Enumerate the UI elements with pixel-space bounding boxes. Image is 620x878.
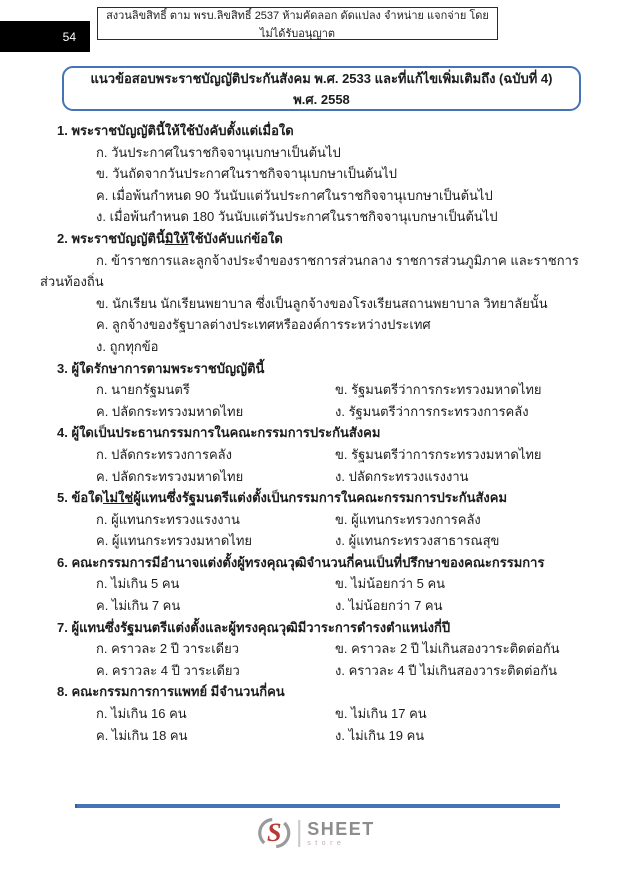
answer-choice: ก. ไม่เกิน 16 คน — [96, 706, 187, 722]
answer-choice: ข. รัฐมนตรีว่าการกระทรวงมหาดไทย — [335, 446, 542, 462]
answer-choice: ก. วันประกาศในราชกิจจานุเบกษาเป็นต้นไป — [96, 144, 341, 160]
answer-choice-row — [96, 660, 592, 682]
answer-choice: ง. ถูกทุกข้อ — [96, 338, 159, 354]
logo-divider — [298, 820, 300, 847]
question-text-underlined: ไม่ใช่ — [102, 490, 134, 506]
answer-choice: ง. ไม่น้อยกว่า 7 คน — [335, 598, 443, 614]
question-number: 5. — [57, 490, 72, 506]
answer-choice: ง. ไม่เกิน 19 คน — [335, 727, 425, 743]
answer-choice: ค. เมื่อพ้นกำหนด 90 วันนับแต่วันประกาศในราชกิจจานุเบกษาเป็นต้นไป — [96, 187, 493, 203]
question-heading — [57, 228, 592, 250]
answer-choice: ค. ลูกจ้างของรัฐบาลต่างประเทศหรือองค์การระหว่างประเทศ — [96, 317, 431, 333]
answer-choice: ค. คราวละ 4 ปี วาระเดียว — [96, 662, 240, 678]
question-number: 8. — [57, 684, 72, 700]
question-list — [40, 120, 592, 746]
question-number: 7. — [57, 619, 72, 635]
question-text: ผู้แทนซึ่งรัฐมนตรีแต่งตั้งและผู้ทรงคุณวุฒิมีวาระการดำรงตำแหน่งกี่ปี — [71, 619, 451, 635]
copyright-text: สงวนลิขสิทธิ์ ตาม พรบ.ลิขสิทธิ์ 2537 ห้ามคัดลอก ดัดแปลง จำหน่าย แจกจ่าย โดยไม่ได้รับอนุญาต — [106, 9, 489, 40]
question-heading — [57, 120, 592, 142]
answer-choice: ก. ไม่เกิน 5 คน — [96, 576, 180, 592]
answer-choice-row — [96, 379, 592, 401]
svg-text:S: S — [267, 818, 282, 847]
answer-choice: ก. ผู้แทนกระทรวงแรงงาน — [96, 511, 240, 527]
page-number: 54 — [62, 29, 76, 44]
question-text: พระราชบัญญัตินี้ — [71, 230, 165, 246]
question-number: 3. — [57, 360, 72, 376]
answer-choice: ง. รัฐมนตรีว่าการกระทรวงการคลัง — [335, 403, 529, 419]
question-heading — [57, 358, 592, 380]
question-number: 2. — [57, 230, 72, 246]
answer-choice-row — [96, 401, 592, 423]
question-heading — [57, 617, 592, 639]
question-text: พระราชบัญญัตินี้ให้ใช้บังคับตั้งแต่เมื่อใด — [71, 123, 294, 138]
exam-title-box — [62, 66, 581, 111]
page-number-tab — [0, 21, 90, 52]
question-text: คณะกรรมการการแพทย์ มีจำนวนกี่คน — [71, 684, 285, 700]
answer-choice: ข. ไม่เกิน 17 คน — [335, 706, 427, 722]
question-text: ผู้ใดเป็นประธานกรรมการในคณะกรรมการประกันสังคม — [71, 425, 381, 441]
answer-choice: ค. ไม่เกิน 7 คน — [96, 598, 181, 614]
answer-choice: ง. ผู้แทนกระทรวงสาธารณสุข — [335, 533, 500, 549]
footer-divider-rule — [75, 804, 560, 808]
answer-choice: ข. ไม่น้อยกว่า 5 คน — [335, 576, 446, 592]
question-heading — [57, 681, 592, 703]
answer-choice: ง. เมื่อพ้นกำหนด 180 วันนับแต่วันประกาศในราชกิจจานุเบกษาเป็นต้นไป — [96, 209, 498, 225]
answer-choice: ก. ปลัดกระทรวงการคลัง — [96, 446, 232, 462]
answer-choice-row — [96, 509, 592, 531]
brand-s-icon — [257, 816, 291, 850]
brand-subtitle: store — [307, 839, 346, 847]
answer-choice-row — [96, 595, 592, 617]
question-heading — [57, 552, 592, 574]
answer-choice: ก. ข้าราชการและลูกจ้างประจำของราชการส่วนกลาง ราชการส่วนภูมิภาค และราชการส่วนท้องถิ่น — [40, 252, 579, 290]
answer-choice: ง. คราวละ 4 ปี ไม่เกินสองวาระติดต่อกัน — [335, 662, 557, 678]
answer-choice: ค. ผู้แทนกระทรวงมหาดไทย — [96, 533, 253, 549]
question-heading — [57, 487, 592, 509]
copyright-notice-box — [97, 7, 498, 40]
answer-choice: ข. นักเรียน นักเรียนพยาบาล ซึ่งเป็นลูกจ้างของโรงเรียนสถานพยาบาล วิทยาลัยนั้น — [96, 295, 548, 311]
answer-choice: ค. ปลัดกระทรวงมหาดไทย — [96, 468, 244, 484]
answer-choice: ข. รัฐมนตรีว่าการกระทรวงมหาดไทย — [335, 382, 542, 398]
answer-choice: ค. ปลัดกระทรวงมหาดไทย — [96, 403, 244, 419]
question-text: ใช้บังคับแก่ข้อใด — [188, 230, 283, 246]
answer-choice: ง. ปลัดกระทรวงแรงงาน — [335, 468, 469, 484]
answer-choice: ข. คราวละ 2 ปี ไม่เกินสองวาระติดต่อกัน — [335, 641, 560, 657]
answer-choice: ค. ไม่เกิน 18 คน — [96, 727, 188, 743]
question-text: ผู้ใดรักษาการตามพระราชบัญญัตินี้ — [71, 360, 265, 376]
sheet-store-logo — [257, 816, 375, 850]
question-heading — [57, 422, 592, 444]
answer-choice-row — [96, 444, 592, 466]
question-number: 6. — [57, 554, 72, 570]
brand-name: SHEET — [307, 818, 375, 839]
question-number: 4. — [57, 425, 72, 441]
question-text: คณะกรรมการมีอำนาจแต่งตั้งผู้ทรงคุณวุฒิจำนวนกี่คนเป็นที่ปรึกษาของคณะกรรมการ — [71, 554, 545, 570]
answer-choice-row — [96, 638, 592, 660]
question-text-underlined: มิให้ — [164, 230, 189, 246]
answer-choice: ก. นายกรัฐมนตรี — [96, 382, 190, 398]
answer-choice: ข. ผู้แทนกระทรวงการคลัง — [335, 511, 481, 527]
answer-choice: ก. คราวละ 2 ปี วาระเดียว — [96, 641, 240, 657]
answer-choice-row — [96, 725, 592, 747]
answer-choice-row — [96, 703, 592, 725]
answer-choice-row — [96, 466, 592, 488]
question-number: 1. — [57, 123, 72, 138]
question-text: ข้อใด — [71, 490, 103, 506]
exam-title: แนวข้อสอบพระราชบัญญัติประกันสังคม พ.ศ. 2533 และที่แก้ไขเพิ่มเติมถึง (ฉบับที่ 4) พ.ศ. 2558 — [90, 70, 553, 107]
answer-choice: ข. วันถัดจากวันประกาศในราชกิจจานุเบกษาเป็นต้นไป — [96, 166, 397, 182]
question-text: ผู้แทนซึ่งรัฐมนตรีแต่งตั้งเป็นกรรมการในคณะกรรมการประกันสังคม — [133, 490, 508, 506]
answer-choice-row — [96, 573, 592, 595]
answer-choice-row — [96, 530, 592, 552]
